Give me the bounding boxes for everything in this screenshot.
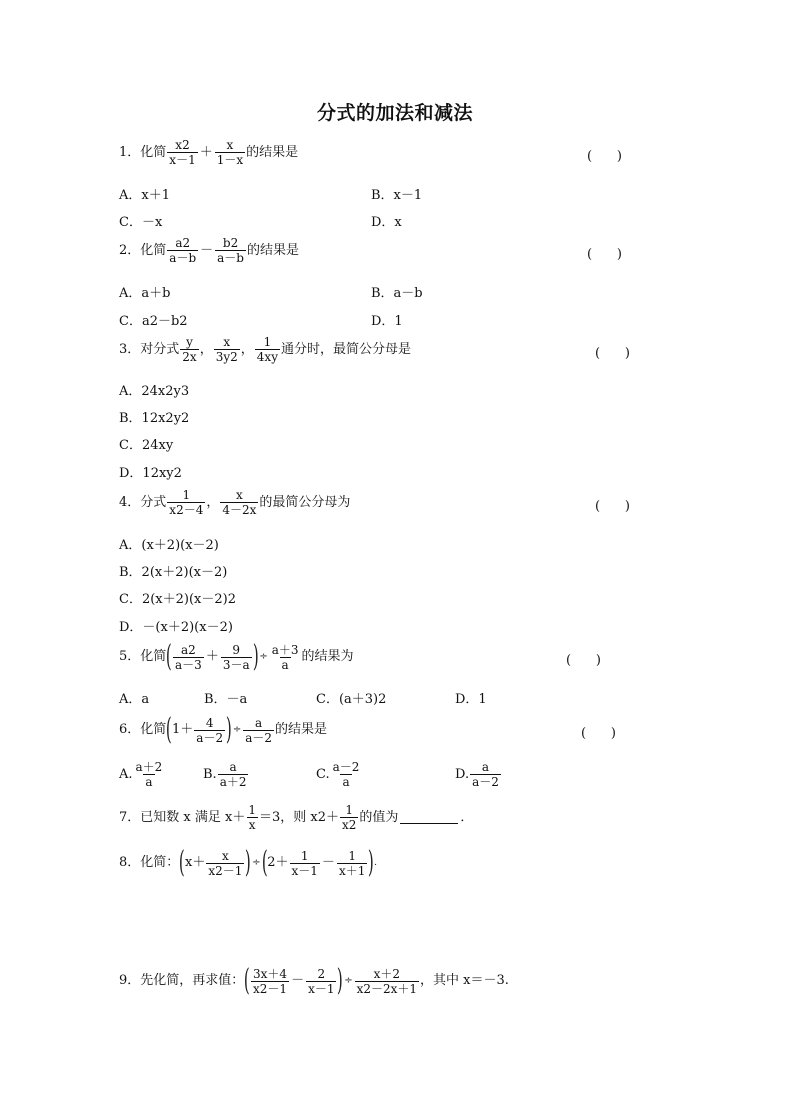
right-paren-icon: )	[245, 845, 252, 880]
denominator: a－b	[169, 251, 197, 265]
numerator: a	[255, 715, 263, 730]
choice-b: B．2(x＋2)(x－2)	[119, 565, 228, 580]
question-number: 7．	[119, 809, 141, 825]
fraction	[218, 760, 249, 789]
numerator: 1	[263, 335, 272, 349]
fraction	[173, 643, 204, 672]
choice-b	[203, 760, 249, 789]
question-number: 5．	[119, 649, 141, 664]
period: .	[374, 858, 377, 868]
left-paren-icon: (	[244, 963, 251, 998]
fraction	[214, 335, 240, 364]
choice-c: C．2(x＋2)(x－2)2	[119, 592, 236, 607]
division-operator: ÷	[252, 857, 261, 868]
choice-c	[316, 760, 362, 789]
fraction	[221, 643, 252, 672]
fraction	[306, 967, 336, 996]
question-7	[119, 803, 473, 832]
numerator: 9	[232, 642, 241, 657]
choice-b: B．－a	[204, 692, 248, 707]
fraction	[251, 967, 289, 996]
fraction	[340, 803, 358, 832]
numerator: a2	[181, 642, 196, 657]
left-paren-icon: (	[166, 639, 173, 674]
fraction	[167, 488, 205, 517]
choice-label: A.	[119, 767, 133, 782]
choice-label: B.	[203, 767, 217, 782]
question-stem-end: 的结果是	[247, 242, 300, 258]
separator: ，	[206, 494, 220, 510]
fraction	[194, 716, 225, 745]
choice-a: A．a	[119, 692, 150, 707]
numerator: b2	[222, 236, 239, 250]
question-3	[119, 335, 411, 364]
choice-c: C．a2－b2	[119, 314, 188, 329]
choice-label: D.	[455, 767, 470, 782]
division-operator: ÷	[259, 651, 268, 662]
fraction	[134, 760, 165, 789]
denominator: x－1	[291, 863, 318, 878]
left-paren-icon: (	[166, 712, 173, 747]
question-stem-end: 的值为	[359, 809, 399, 825]
separator: ，	[240, 341, 254, 357]
separator: ，	[199, 341, 213, 357]
question-stem-middle: ＝3，则 x2＋	[258, 809, 339, 825]
choice-a: A．24x2y3	[119, 384, 190, 399]
denominator: x2－1	[253, 981, 288, 996]
denominator: 3－a	[222, 657, 250, 672]
denominator: a－3	[175, 657, 202, 672]
numerator: a2	[175, 236, 191, 250]
term: 1＋	[172, 722, 194, 737]
denominator: a	[342, 775, 350, 789]
numerator: x	[226, 138, 234, 152]
fraction	[167, 236, 198, 265]
question-number: 2．	[119, 242, 141, 258]
denominator: a－2	[196, 730, 224, 745]
numerator: a	[229, 760, 237, 774]
right-paren-icon: )	[252, 639, 259, 674]
question-4	[119, 488, 350, 517]
choice-d	[455, 760, 502, 789]
choice-label: C.	[316, 767, 330, 782]
division-operator: ÷	[232, 724, 242, 735]
question-number: 3．	[119, 341, 141, 357]
choice-a: A．a＋b	[119, 286, 171, 301]
choice-c: C．24xy	[119, 438, 174, 453]
numerator: x	[223, 335, 231, 349]
left-paren-icon: (	[261, 845, 268, 880]
numerator: a＋2	[135, 760, 163, 774]
answer-parentheses: ( )	[587, 247, 622, 262]
choice-d: D．12xy2	[119, 466, 182, 481]
numerator: 3x＋4	[253, 966, 288, 981]
denominator: a－2	[472, 775, 499, 789]
fraction	[337, 849, 367, 878]
question-stem: 化简	[140, 722, 167, 737]
question-stem-end: 的最简公分母为	[259, 494, 351, 510]
question-stem: 已知数 x 满足 x＋	[140, 809, 246, 825]
denominator: a－2	[245, 730, 272, 745]
numerator: x＋2	[373, 966, 401, 981]
numerator: a	[481, 760, 490, 774]
numerator: 1	[182, 488, 191, 502]
question-stem: 化简	[140, 649, 167, 664]
numerator: x	[235, 488, 243, 502]
denominator: x2－1	[208, 863, 243, 878]
choice-b: B．12x2y2	[119, 411, 190, 426]
question-number: 4．	[119, 494, 141, 510]
question-stem: 对分式	[140, 341, 180, 357]
choice-a	[119, 760, 165, 789]
choice-d: D．1	[371, 314, 403, 329]
question-stem-end: 的结果为	[301, 649, 354, 664]
question-stem: 化简	[140, 144, 167, 160]
choice-c: C．－x	[119, 215, 163, 230]
question-stem-end: ，其中 x＝－3.	[420, 973, 509, 988]
fraction	[290, 849, 320, 878]
denominator: a－b	[217, 251, 244, 265]
choice-d: D．－(x＋2)(x－2)	[119, 620, 233, 635]
denominator: 1－x	[216, 153, 244, 167]
choice-c: C．(a＋3)2	[316, 692, 387, 707]
fraction	[243, 716, 274, 745]
right-paren-icon: )	[337, 963, 344, 998]
division-operator: ÷	[344, 975, 353, 986]
question-number: 6．	[119, 722, 141, 737]
question-1	[119, 138, 298, 167]
page-title: 分式的加法和减法	[316, 102, 473, 124]
fraction	[167, 138, 197, 167]
choice-b: B．a－b	[371, 286, 423, 301]
right-paren-icon: )	[368, 845, 375, 880]
numerator: a－2	[332, 760, 360, 774]
denominator: x2－2x＋1	[356, 981, 418, 996]
question-8	[119, 845, 377, 880]
denominator: 2x	[182, 350, 197, 364]
fraction	[220, 488, 258, 517]
answer-parentheses: ( )	[566, 653, 601, 668]
choice-a: A．(x＋2)(x－2)	[119, 538, 219, 553]
operator: ＋	[205, 649, 219, 664]
denominator: x－1	[169, 153, 196, 167]
fraction	[215, 236, 246, 265]
numerator: 1	[348, 848, 356, 863]
denominator: a＋2	[219, 775, 247, 789]
fraction	[215, 138, 245, 167]
question-stem-end: 通分时，最简公分母是	[280, 341, 411, 357]
question-stem: 先化简，再求值：	[140, 973, 245, 988]
answer-parentheses: ( )	[595, 499, 630, 514]
answer-parentheses: ( )	[581, 726, 616, 741]
choice-b: B．x－1	[371, 188, 423, 203]
fraction	[206, 849, 244, 878]
answer-parentheses: ( )	[587, 149, 622, 164]
denominator: 4xy	[256, 350, 278, 364]
numerator: 1	[300, 848, 309, 863]
numerator: a＋3	[271, 642, 299, 657]
numerator: x2	[175, 138, 190, 152]
question-number: 8．	[119, 855, 141, 870]
denominator: x2－4	[169, 503, 204, 517]
question-number: 1．	[119, 144, 141, 160]
fraction	[355, 967, 419, 996]
question-5	[119, 639, 354, 674]
numerator: 1	[345, 803, 354, 817]
denominator: 3y2	[215, 350, 238, 364]
answer-parentheses: ( )	[595, 346, 630, 361]
right-paren-icon: )	[226, 712, 232, 747]
denominator: a	[145, 775, 153, 789]
question-stem-end: 的结果是	[246, 144, 299, 160]
operator: －	[200, 242, 214, 258]
numerator: 2	[317, 966, 326, 981]
operator: －	[321, 855, 335, 870]
question-6	[119, 712, 328, 747]
operator: ＋	[199, 144, 213, 160]
denominator: a	[281, 657, 289, 672]
fraction	[246, 803, 258, 832]
denominator: x	[248, 818, 256, 832]
denominator: x＋1	[338, 863, 366, 878]
fraction	[255, 335, 280, 364]
denominator: x2	[342, 818, 357, 832]
fraction	[331, 760, 362, 789]
fraction	[270, 643, 301, 672]
question-stem: 化简	[140, 242, 167, 258]
fraction	[470, 760, 501, 789]
answer-blank[interactable]	[400, 811, 458, 824]
question-stem: 化简：	[140, 855, 180, 870]
question-2	[119, 236, 299, 265]
period: ．	[460, 809, 474, 825]
term: x＋	[185, 855, 206, 870]
choice-a: A．x＋1	[119, 188, 170, 203]
question-number: 9．	[119, 973, 141, 988]
left-paren-icon: (	[179, 845, 186, 880]
numerator: 1	[248, 803, 256, 817]
numerator: x	[221, 848, 229, 863]
question-9	[119, 963, 509, 998]
question-stem-end: 的结果是	[275, 722, 328, 737]
choice-d: D．x	[371, 215, 402, 230]
term: 2＋	[267, 855, 289, 870]
numerator: y	[186, 335, 193, 349]
choice-d: D．1	[455, 692, 487, 707]
denominator: x－1	[308, 981, 335, 996]
denominator: 4－2x	[222, 503, 257, 517]
question-stem: 分式	[140, 494, 167, 510]
fraction	[180, 335, 198, 364]
numerator: 4	[205, 715, 214, 730]
operator: －	[291, 973, 305, 988]
